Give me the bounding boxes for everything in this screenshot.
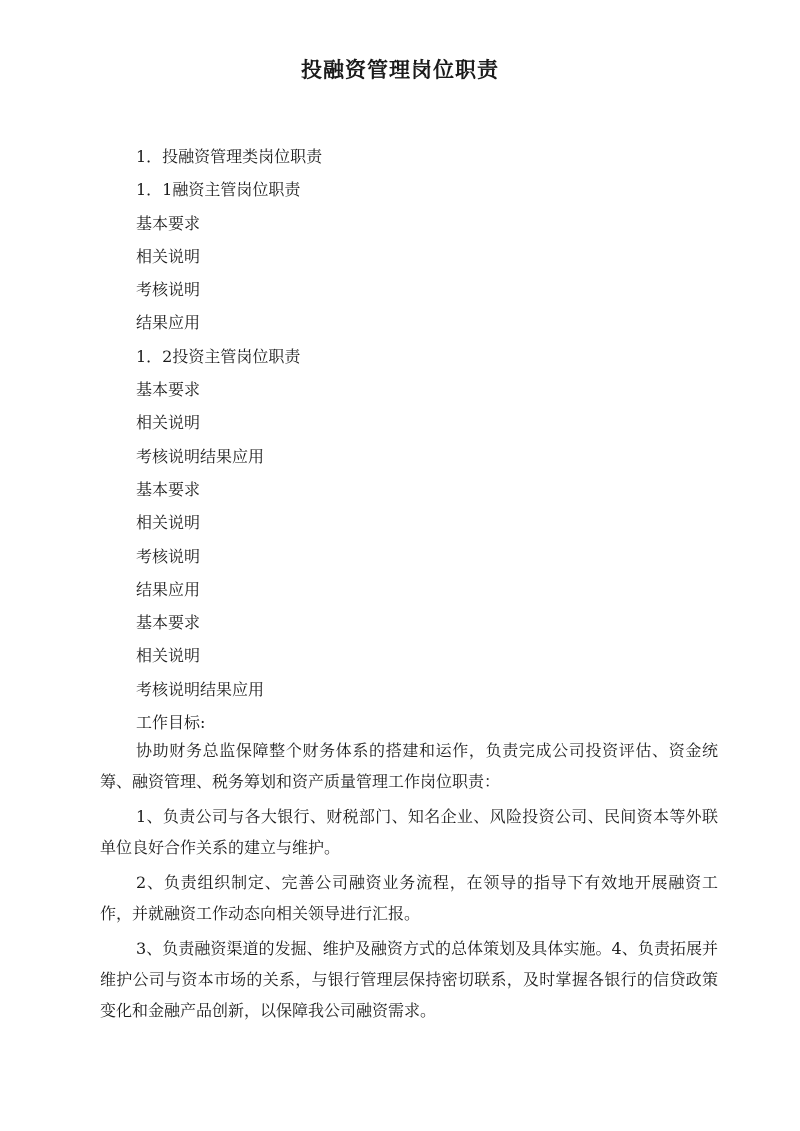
outline-line: 相关说明 bbox=[136, 413, 201, 433]
outline-line: 考核说明 bbox=[136, 546, 201, 566]
page-title: 投融资管理岗位职责 bbox=[301, 57, 499, 82]
outline-line: 基本要求 bbox=[136, 479, 201, 499]
outline-line: 基本要求 bbox=[136, 380, 201, 400]
outline-line: 考核说明 bbox=[136, 280, 201, 300]
outline-line: 相关说明 bbox=[136, 646, 201, 666]
outline-line: 结果应用 bbox=[136, 579, 201, 599]
outline-line: 1．投融资管理类岗位职责 bbox=[136, 147, 323, 166]
outline-line: 工作目标: bbox=[136, 713, 206, 733]
body-paragraphs bbox=[100, 735, 718, 1030]
outline-line: 考核说明结果应用 bbox=[136, 446, 265, 466]
outline-line: 相关说明 bbox=[136, 513, 201, 533]
paragraph-goal: 协助财务总监保障整个财务体系的搭建和运作，负责完成公司投资评估、资金统筹、融资管理、税务筹划和资产质量管理工作岗位职责： bbox=[100, 741, 718, 791]
outline-line: 1．2投资主管岗位职责 bbox=[136, 346, 301, 366]
outline-line: 相关说明 bbox=[136, 246, 201, 266]
outline-line: 1．1融资主管岗位职责 bbox=[136, 180, 301, 200]
outline-line: 考核说明结果应用 bbox=[136, 679, 265, 699]
outline-line: 基本要求 bbox=[136, 213, 201, 233]
paragraph-duty-1: 1、负责公司与各大银行、财税部门、知名企业、风险投资公司、民间资本等外联单位良好合作关系的建立与维护。 bbox=[100, 807, 718, 857]
paragraph-duty-2: 2、负责组织制定、完善公司融资业务流程，在领导的指导下有效地开展融资工作，并就融资工作动态向相关领导进行汇报。 bbox=[100, 873, 718, 923]
paragraph-duty-3: 3、负责融资渠道的发掘、维护及融资方式的总体策划及具体实施。4、负责拓展并维护公司与资本市场的关系，与银行管理层保持密切联系，及时掌握各银行的信贷政策变化和金融产品创新，以保障我公司融资需求。 bbox=[100, 939, 718, 1020]
outline-line: 基本要求 bbox=[136, 613, 201, 633]
outline-line: 结果应用 bbox=[136, 313, 201, 333]
outline-list bbox=[136, 140, 716, 739]
